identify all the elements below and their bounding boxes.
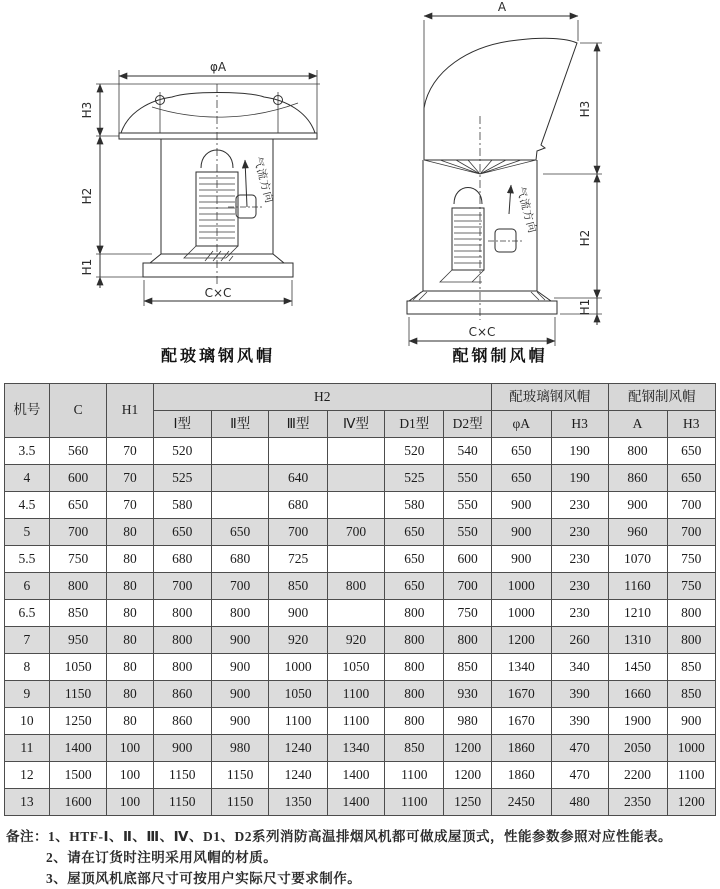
table-cell: 1350	[269, 789, 327, 816]
table-cell: 750	[444, 600, 492, 627]
table-cell: 650	[211, 519, 269, 546]
table-cell: 4	[5, 465, 50, 492]
table-cell: 550	[444, 519, 492, 546]
table-cell: 340	[551, 654, 608, 681]
table-cell: 900	[491, 519, 551, 546]
table-cell	[327, 546, 385, 573]
table-cell: 900	[211, 627, 269, 654]
table-cell: 850	[667, 681, 715, 708]
base-plate	[407, 301, 557, 314]
header-cell-h3-fg: H3	[551, 411, 608, 438]
table-cell: 520	[385, 438, 444, 465]
table-cell: 525	[385, 465, 444, 492]
table-cell: 1240	[269, 735, 327, 762]
table-cell: 2050	[608, 735, 667, 762]
table-cell: 1070	[608, 546, 667, 573]
table-cell: 800	[385, 654, 444, 681]
table-cell	[211, 438, 269, 465]
fan-body-left	[143, 139, 293, 277]
header-cell-d1: D1型	[385, 411, 444, 438]
table-cell: 920	[327, 627, 385, 654]
table-cell: 800	[667, 627, 715, 654]
table-cell: 8	[5, 654, 50, 681]
base-plate	[143, 263, 293, 277]
table-cell: 650	[491, 465, 551, 492]
table-cell	[269, 438, 327, 465]
header-cell-phia: φA	[491, 411, 551, 438]
fan-drawings-svg	[0, 0, 720, 378]
table-cell: 800	[385, 627, 444, 654]
table-cell: 12	[5, 762, 50, 789]
table-row	[5, 789, 716, 816]
right-fan-drawing	[407, 0, 602, 365]
table-cell: 700	[153, 573, 211, 600]
table-cell: 550	[444, 492, 492, 519]
table-cell: 190	[551, 465, 608, 492]
table-cell: 800	[608, 438, 667, 465]
table-cell: 2450	[491, 789, 551, 816]
table-cell: 1250	[444, 789, 492, 816]
table-cell: 750	[667, 546, 715, 573]
steel-cap	[424, 38, 577, 174]
dim-label-a: A	[497, 0, 507, 14]
table-cell: 480	[551, 789, 608, 816]
dim-label-h3-left: H3	[80, 101, 94, 119]
table-cell: 1400	[327, 762, 385, 789]
table-cell: 650	[491, 438, 551, 465]
table-cell: 950	[49, 627, 107, 654]
table-cell: 850	[444, 654, 492, 681]
table-cell: 260	[551, 627, 608, 654]
table-cell: 900	[211, 654, 269, 681]
table-cell: 900	[491, 492, 551, 519]
left-fan-drawing	[80, 60, 320, 365]
table-cell: 70	[107, 492, 153, 519]
table-cell: 1150	[211, 762, 269, 789]
table-cell: 1200	[444, 735, 492, 762]
table-cell: 80	[107, 519, 153, 546]
table-cell: 650	[667, 438, 715, 465]
table-cell: 700	[667, 519, 715, 546]
table-cell: 1160	[608, 573, 667, 600]
table-cell	[211, 465, 269, 492]
table-cell: 560	[49, 438, 107, 465]
spec-table-body	[5, 438, 716, 816]
table-cell: 100	[107, 762, 153, 789]
table-cell: 980	[211, 735, 269, 762]
dim-label-h2-left: H2	[80, 187, 94, 205]
header-cell-type3: Ⅲ型	[269, 411, 327, 438]
header-cell-type2: Ⅱ型	[211, 411, 269, 438]
table-cell: 700	[211, 573, 269, 600]
table-cell: 80	[107, 600, 153, 627]
table-cell: 900	[211, 708, 269, 735]
table-cell: 11	[5, 735, 50, 762]
table-cell: 650	[385, 546, 444, 573]
table-cell: 750	[49, 546, 107, 573]
table-cell: 1200	[491, 627, 551, 654]
table-cell: 1050	[269, 681, 327, 708]
table-cell: 1250	[49, 708, 107, 735]
table-cell: 1100	[269, 708, 327, 735]
table-cell: 650	[385, 573, 444, 600]
table-cell: 650	[667, 465, 715, 492]
table-cell: 1050	[49, 654, 107, 681]
table-cell: 650	[385, 519, 444, 546]
table-row	[5, 681, 716, 708]
table-cell: 3.5	[5, 438, 50, 465]
table-cell: 80	[107, 681, 153, 708]
table-cell: 850	[269, 573, 327, 600]
table-cell: 1900	[608, 708, 667, 735]
table-cell: 900	[269, 600, 327, 627]
table-cell: 800	[385, 681, 444, 708]
table-cell: 1000	[491, 573, 551, 600]
fan-body-right	[407, 160, 557, 314]
table-cell: 10	[5, 708, 50, 735]
spec-table	[4, 383, 716, 816]
table-cell: 5	[5, 519, 50, 546]
table-cell: 800	[153, 627, 211, 654]
note-line-2: 2、请在订货时注明采用风帽的材质。	[46, 850, 278, 865]
table-cell: 1100	[385, 789, 444, 816]
table-cell	[327, 465, 385, 492]
table-cell: 650	[49, 492, 107, 519]
airflow-arrow-right	[509, 185, 540, 235]
table-cell: 230	[551, 546, 608, 573]
table-cell: 1210	[608, 600, 667, 627]
table-cell	[327, 492, 385, 519]
table-cell: 640	[269, 465, 327, 492]
table-cell: 1100	[385, 762, 444, 789]
airflow-label-right: 气流方向	[514, 185, 539, 236]
table-cell: 230	[551, 600, 608, 627]
table-cell: 900	[211, 681, 269, 708]
table-cell: 1600	[49, 789, 107, 816]
table-cell: 860	[153, 708, 211, 735]
table-row	[5, 762, 716, 789]
junction-box	[495, 229, 516, 252]
table-cell: 100	[107, 735, 153, 762]
header-cell-type1: Ⅰ型	[153, 411, 211, 438]
table-cell: 1340	[327, 735, 385, 762]
table-cell: 900	[608, 492, 667, 519]
table-cell: 470	[551, 762, 608, 789]
table-cell: 580	[153, 492, 211, 519]
table-cell: 1310	[608, 627, 667, 654]
table-cell: 80	[107, 654, 153, 681]
notes-label: 备注：	[6, 829, 48, 844]
table-cell: 860	[608, 465, 667, 492]
table-cell: 1150	[153, 762, 211, 789]
table-cell: 1050	[327, 654, 385, 681]
table-cell: 800	[667, 600, 715, 627]
table-cell: 1000	[269, 654, 327, 681]
table-row	[5, 546, 716, 573]
table-cell: 13	[5, 789, 50, 816]
table-cell: 700	[49, 519, 107, 546]
header-group-fiberglass: 配玻璃钢风帽	[491, 384, 608, 411]
table-cell: 70	[107, 438, 153, 465]
note-line-3: 3、屋顶风机底部尺寸可按用户实际尺寸要求制作。	[46, 871, 362, 886]
table-cell: 725	[269, 546, 327, 573]
table-cell: 650	[153, 519, 211, 546]
table-cell: 900	[491, 546, 551, 573]
table-cell: 390	[551, 681, 608, 708]
table-cell: 2350	[608, 789, 667, 816]
table-cell: 1200	[667, 789, 715, 816]
dome-cap	[119, 92, 317, 139]
dim-label-h1-right: H1	[578, 298, 592, 316]
table-cell: 550	[444, 465, 492, 492]
spec-table-header	[5, 384, 716, 438]
airflow-label-left: 气流方向	[251, 155, 276, 206]
table-cell: 1860	[491, 735, 551, 762]
table-cell: 520	[153, 438, 211, 465]
dim-label-cxc-right: C×C	[468, 325, 496, 339]
table-cell: 4.5	[5, 492, 50, 519]
table-cell: 6.5	[5, 600, 50, 627]
table-cell: 1000	[667, 735, 715, 762]
table-cell: 980	[444, 708, 492, 735]
header-cell-a: A	[608, 411, 667, 438]
table-row	[5, 735, 716, 762]
table-cell: 1400	[327, 789, 385, 816]
table-cell: 1500	[49, 762, 107, 789]
table-cell: 680	[153, 546, 211, 573]
table-cell: 1240	[269, 762, 327, 789]
header-cell-model: 机号	[5, 384, 50, 438]
table-row	[5, 600, 716, 627]
table-cell: 80	[107, 573, 153, 600]
table-cell: 920	[269, 627, 327, 654]
header-group-steel: 配钢制风帽	[608, 384, 715, 411]
table-cell: 800	[153, 600, 211, 627]
table-cell: 700	[269, 519, 327, 546]
table-cell: 2200	[608, 762, 667, 789]
table-cell: 230	[551, 492, 608, 519]
table-cell: 80	[107, 627, 153, 654]
table-cell: 1670	[491, 681, 551, 708]
table-cell	[327, 600, 385, 627]
table-cell: 100	[107, 789, 153, 816]
left-drawing-caption: 配玻璃钢风帽	[160, 348, 276, 365]
table-row	[5, 627, 716, 654]
airflow-arrow-left	[245, 155, 277, 207]
table-cell: 470	[551, 735, 608, 762]
table-cell: 960	[608, 519, 667, 546]
table-cell: 680	[211, 546, 269, 573]
table-row	[5, 654, 716, 681]
table-cell: 1100	[327, 708, 385, 735]
dim-label-h2-right: H2	[578, 229, 592, 247]
header-cell-h1: H1	[107, 384, 153, 438]
notes	[6, 826, 716, 889]
table-cell: 800	[211, 600, 269, 627]
table-cell: 1100	[667, 762, 715, 789]
header-cell-c: C	[49, 384, 107, 438]
table-cell: 190	[551, 438, 608, 465]
table-row	[5, 438, 716, 465]
table-cell: 850	[667, 654, 715, 681]
table-cell: 600	[444, 546, 492, 573]
table-cell: 800	[327, 573, 385, 600]
table-cell: 850	[49, 600, 107, 627]
table-cell: 1100	[327, 681, 385, 708]
table-cell: 1150	[153, 789, 211, 816]
table-cell: 800	[49, 573, 107, 600]
table-row	[5, 573, 716, 600]
table-cell: 1860	[491, 762, 551, 789]
table-cell: 860	[153, 681, 211, 708]
table-cell: 900	[667, 708, 715, 735]
right-drawing-caption: 配钢制风帽	[452, 348, 548, 365]
table-cell: 1150	[211, 789, 269, 816]
table-cell: 230	[551, 573, 608, 600]
header-cell-h3-steel: H3	[667, 411, 715, 438]
table-cell	[211, 492, 269, 519]
table-cell: 1200	[444, 762, 492, 789]
table-cell: 700	[667, 492, 715, 519]
table-cell: 700	[444, 573, 492, 600]
table-cell: 1150	[49, 681, 107, 708]
table-row	[5, 492, 716, 519]
table-cell: 70	[107, 465, 153, 492]
table-cell: 7	[5, 627, 50, 654]
note-line-1	[6, 826, 716, 847]
table-cell: 1340	[491, 654, 551, 681]
table-cell: 6	[5, 573, 50, 600]
table-cell: 1450	[608, 654, 667, 681]
table-row	[5, 465, 716, 492]
table-cell: 750	[667, 573, 715, 600]
table-cell: 80	[107, 546, 153, 573]
junction-box	[236, 195, 256, 218]
table-cell: 900	[153, 735, 211, 762]
table-cell: 800	[444, 627, 492, 654]
table-cell: 700	[327, 519, 385, 546]
dim-label-phiA: φA	[209, 60, 227, 74]
table-cell: 1670	[491, 708, 551, 735]
dim-label-h3-right: H3	[578, 100, 592, 118]
table-cell: 9	[5, 681, 50, 708]
table-cell: 540	[444, 438, 492, 465]
table-cell: 1400	[49, 735, 107, 762]
dim-label-cxc-left: C×C	[204, 286, 232, 300]
table-cell: 800	[385, 600, 444, 627]
table-cell: 600	[49, 465, 107, 492]
table-cell: 5.5	[5, 546, 50, 573]
table-row	[5, 708, 716, 735]
dim-label-h1-left: H1	[80, 258, 94, 276]
header-cell-d2: D2型	[444, 411, 492, 438]
table-cell: 930	[444, 681, 492, 708]
table-cell: 850	[385, 735, 444, 762]
table-cell: 525	[153, 465, 211, 492]
header-group-h2: H2	[153, 384, 491, 411]
table-cell	[327, 438, 385, 465]
table-cell: 580	[385, 492, 444, 519]
table-cell: 1000	[491, 600, 551, 627]
table-cell: 230	[551, 519, 608, 546]
table-cell: 1660	[608, 681, 667, 708]
table-cell: 390	[551, 708, 608, 735]
technical-drawings	[0, 0, 720, 378]
note-item: 1、HTF-Ⅰ、Ⅱ、Ⅲ、Ⅳ、D1、D2系列消防高温排烟风机都可做成屋顶式，性能参数参照对应性能表。	[48, 829, 673, 844]
header-cell-type4: Ⅳ型	[327, 411, 385, 438]
table-cell: 80	[107, 708, 153, 735]
table-row	[5, 519, 716, 546]
table-cell: 800	[153, 654, 211, 681]
table-cell: 680	[269, 492, 327, 519]
table-cell: 800	[385, 708, 444, 735]
